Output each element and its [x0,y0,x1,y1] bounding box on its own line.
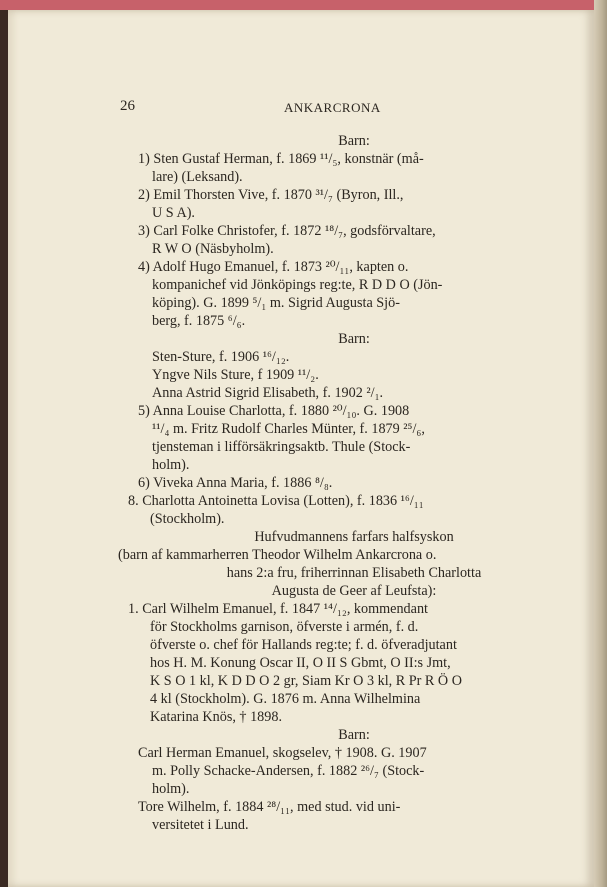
text-line: 1) Sten Gustaf Herman, f. 1869 ¹¹/₅, konstnär (må- [138,151,424,167]
text-line: ¹¹/₄ m. Fritz Rudolf Charles Münter, f. 1879 ²⁵/₆, [152,421,425,437]
text-line: köping). G. 1899 ⁵/₁ m. Sigrid Augusta Sjö- [152,295,400,311]
text-line: Barn: [338,331,370,347]
text-line: K S O 1 kl, K D D O 2 gr, Siam Kr O 3 kl, R Pr R Ö O [150,673,462,689]
text-line: hos H. M. Konung Oscar II, O II S Gbmt, O II:s Jmt, [150,655,451,671]
page-right-edge [594,0,607,887]
text-line: versitetet i Lund. [152,817,249,833]
text-line: 3) Carl Folke Christofer, f. 1872 ¹⁸/₇, godsförvaltare, [138,223,436,239]
text-line: Tore Wilhelm, f. 1884 ²⁸/₁₁, med stud. vid uni- [138,799,401,815]
text-line: Sten-Sture, f. 1906 ¹⁶/₁₂. [152,349,290,365]
text-line: 8. Charlotta Antoinetta Lovisa (Lotten), f. 1836 ¹⁶/₁₁ [128,493,424,509]
text-line: holm). [152,781,190,797]
page-top-edge [0,0,607,10]
text-line: Barn: [338,727,370,743]
text-line: 4) Adolf Hugo Emanuel, f. 1873 ²⁰/₁₁, kapten o. [138,259,409,275]
text-line: 1. Carl Wilhelm Emanuel, f. 1847 ¹⁴/₁₂, kommendant [128,601,428,617]
text-line: holm). [152,457,190,473]
text-line: U S A). [152,205,195,221]
text-line: (barn af kammarherren Theodor Wilhelm Ankarcrona o. [118,547,437,563]
page-header [8,98,594,118]
page-body [118,132,570,834]
text-line: m. Polly Schacke-Andersen, f. 1882 ²⁶/₇ (Stock- [152,763,425,779]
text-line: Barn: [338,133,370,149]
text-line: R W O (Näsbyholm). [152,241,274,257]
text-line: Yngve Nils Sture, f 1909 ¹¹/₂. [152,367,319,383]
text-line: Katarina Knös, † 1898. [150,709,282,725]
book-page [8,10,594,887]
text-line: tjensteman i lifförsäkringsaktb. Thule (Stock- [152,439,411,455]
text-line: kompanichef vid Jönköpings reg:te, R D D O (Jön- [152,277,443,293]
page-number: 26 [120,98,135,114]
text-line: öfverste o. chef för Hallands reg:te; f. d. öfveradjutant [150,637,457,653]
text-line: hans 2:a fru, friherrinnan Elisabeth Charlotta [226,565,482,581]
text-line: 6) Viveka Anna Maria, f. 1886 ⁸/₈. [138,475,333,491]
text-line: Augusta de Geer af Leufsta): [271,583,437,599]
text-line: Hufvudmannens farfars halfsyskon [254,529,454,545]
text-line: (Stockholm). [150,511,225,527]
text-line: 2) Emil Thorsten Vive, f. 1870 ³¹/₇ (Byron, Ill., [138,187,404,203]
text-line: lare) (Leksand). [152,169,243,185]
text-line: 5) Anna Louise Charlotta, f. 1880 ²⁰/₁₀. G. 1908 [138,403,410,419]
text-line: Carl Herman Emanuel, skogselev, † 1908. G. 1907 [138,745,427,761]
text-line: Anna Astrid Sigrid Elisabeth, f. 1902 ²/₁. [152,385,384,401]
running-head: ANKARCRONA [284,100,381,115]
text-line: 4 kl (Stockholm). G. 1876 m. Anna Wilhelmina [150,691,421,707]
text-line: för Stockholms garnison, öfverste i armén, f. d. [150,619,419,635]
text-line: berg, f. 1875 ⁶/₆. [152,313,246,329]
